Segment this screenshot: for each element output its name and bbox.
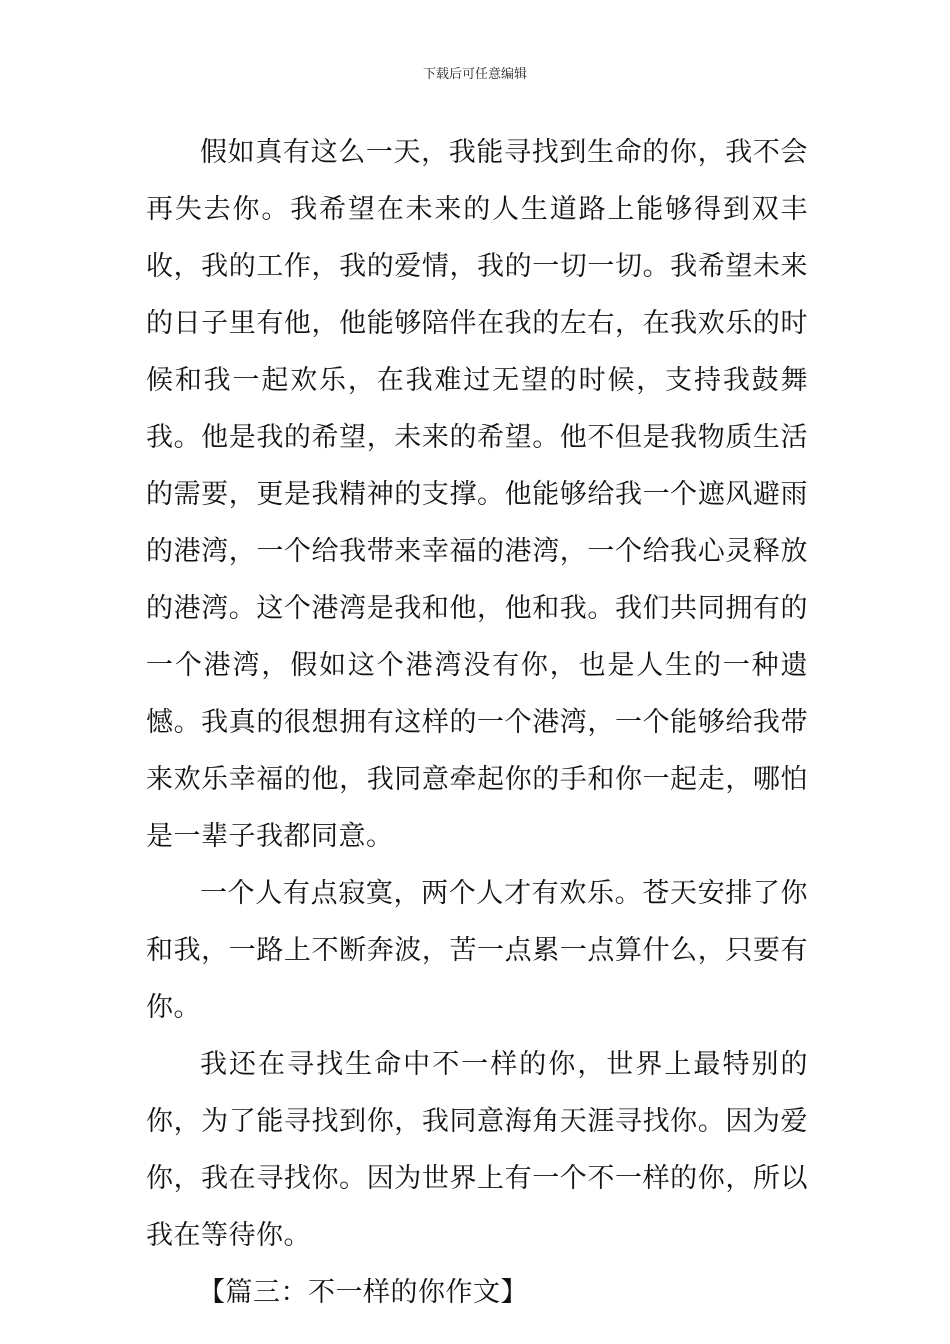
paragraph-2: 一个人有点寂寞，两个人才有欢乐。苍天安排了你和我，一路上不断奔波，苦一点累一点算什么，只要有你。 [146,878,808,1023]
page-header: 下载后可任意编辑 [422,67,527,82]
section-heading: 【篇三：不一样的你作文】 [198,1277,528,1308]
paragraph-3: 我还在寻找生命中不一样的你，世界上最特别的你，为了能寻找到你，我同意海角天涯寻找你。因为爱你，我在寻找你。因为世界上有一个不一样的你，所以我在等待你。 [146,1049,808,1251]
paragraph-1: 假如真有这么一天，我能寻找到生命的你，我不会再失去你。我希望在未来的人生道路上能够得到双丰收，我的工作，我的爱情，我的一切一切。我希望未来的日子里有他，他能够陪伴在我的左右，在我欢乐的时候和我一起欢乐，在我难过无望的时候，支持我鼓舞我。他是我的希望，未来的希望。他不但是我物质生活的需要，更是我精神的支撑。他能够给我一个遮风避雨的港湾，一个给我带来幸福的港湾，一个给我心灵释放的港湾。这个港湾是我和他，他和我。我们共同拥有的一个港湾，假如这个港湾没有你，也是人生的一种遗憾。我真的很想拥有这样的一个港湾，一个能够给我带来欢乐幸福的他，我同意牵起你的手和你一起走，哪怕是一辈子我都同意。 [146,137,808,852]
document-body [146,124,808,1321]
